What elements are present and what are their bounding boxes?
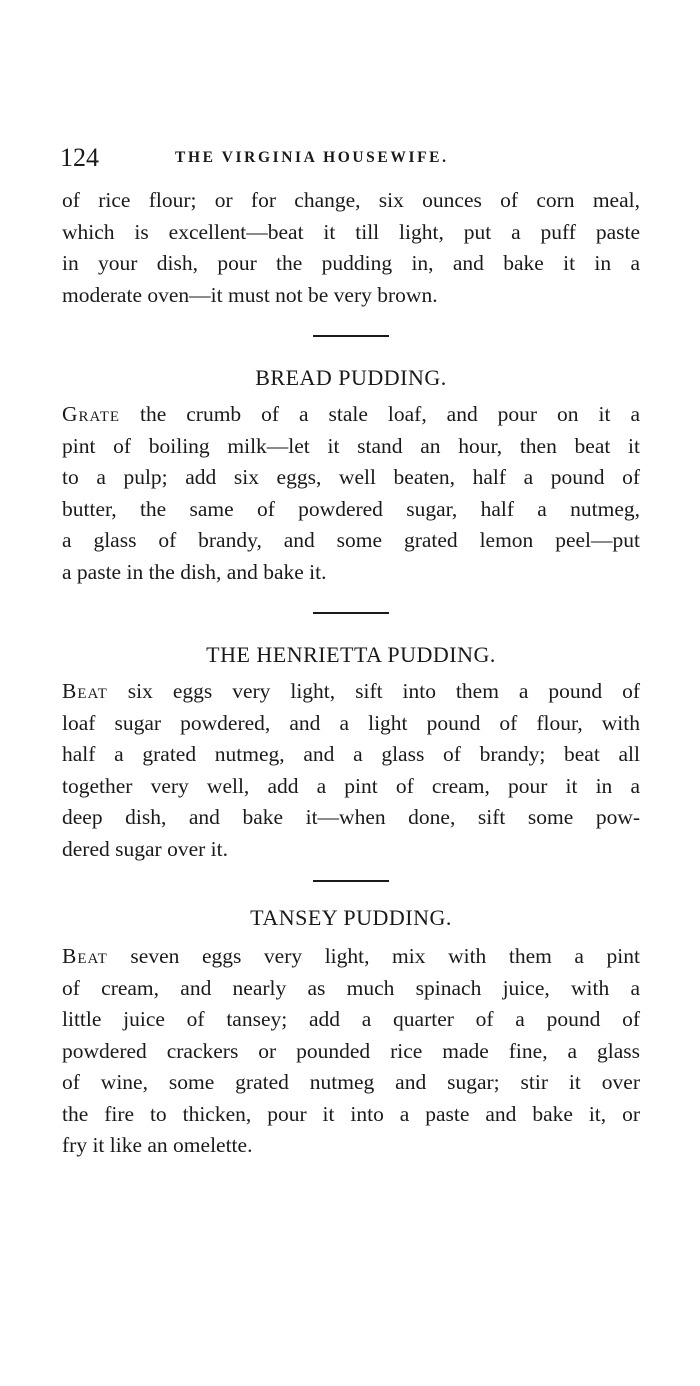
recipe-line: a paste in the dish, and bake it. (62, 559, 327, 584)
section-divider (313, 880, 389, 882)
recipe-line: seven eggs very light, mix with them a pint (107, 944, 640, 968)
recipe-first-word: Beat (62, 944, 108, 968)
section-divider (313, 335, 389, 337)
recipe-title-bread-pudding: BREAD PUDDING. (255, 365, 447, 390)
recipe-first-word: Beat (62, 679, 108, 703)
recipe-line: six eggs very light, sift into them a pound of (107, 679, 640, 703)
recipe-line: deep dish, and bake it—when done, sift some pow- (62, 805, 640, 829)
recipe-line: little juice of tansey; add a quarter of a pound of (62, 1007, 640, 1031)
intro-line: in your dish, pour the pudding in, and bake it in a (62, 251, 640, 275)
recipe-line: dered sugar over it. (62, 836, 228, 861)
recipe-body-henrietta-pudding (62, 676, 640, 865)
page-number: 124 (60, 143, 99, 172)
recipe-body-bread-pudding (62, 399, 640, 588)
intro-line: moderate oven—it must not be very brown. (62, 282, 438, 307)
recipe-line: powdered crackers or pounded rice made fine, a glass (62, 1038, 640, 1063)
recipe-line: half a grated nutmeg, and a glass of brandy; beat all (62, 742, 640, 766)
recipe-line: of wine, some grated nutmeg and sugar; stir it over (62, 1070, 640, 1094)
intro-line: of rice flour; or for change, six ounces of corn meal, (62, 188, 640, 212)
recipe-line: to a pulp; add six eggs, well beaten, half a pound of (62, 465, 640, 489)
recipe-line: pint of boiling milk—let it stand an hour, then beat it (62, 433, 640, 458)
intro-line: which is excellent—beat it till light, put a puff paste (62, 219, 640, 244)
recipe-line: fry it like an omelette. (62, 1133, 253, 1157)
recipe-line: together very well, add a pint of cream, pour it in a (62, 773, 640, 798)
recipe-line: of cream, and nearly as much spinach juice, with a (62, 975, 640, 1000)
running-head (60, 143, 650, 177)
recipe-title-tansey-pudding: TANSEY PUDDING. (250, 905, 452, 930)
recipe-line: the crumb of a stale loaf, and pour on it a (120, 402, 640, 426)
recipe-line: loaf sugar powdered, and a light pound of flour, with (62, 710, 640, 735)
recipe-body-tansey-pudding (62, 941, 640, 1162)
recipe-line: butter, the same of powdered sugar, half a nutmeg, (62, 496, 640, 521)
recipe-line: the fire to thicken, pour it into a paste and bake it, or (62, 1101, 640, 1126)
intro-paragraph (62, 185, 640, 311)
running-title: THE VIRGINIA HOUSEWIFE. (175, 149, 449, 166)
recipe-first-word: Grate (62, 402, 121, 426)
recipe-title-henrietta-pudding: THE HENRIETTA PUDDING. (206, 642, 496, 667)
section-divider (313, 612, 389, 614)
recipe-line: a glass of brandy, and some grated lemon peel—put (62, 528, 640, 552)
